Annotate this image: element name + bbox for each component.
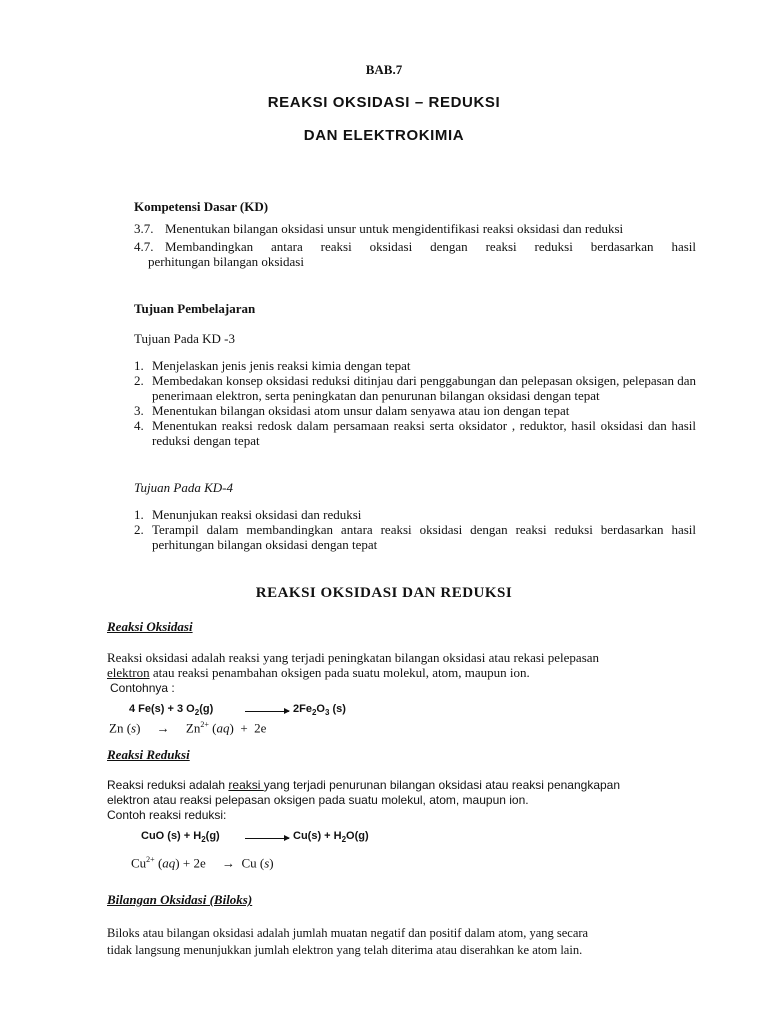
eq-text: O (316, 703, 325, 715)
eq-text: (g) (199, 703, 214, 715)
oksidasi-heading: Reaksi Oksidasi (107, 619, 193, 634)
biloks-paragraph-line2: tidak langsung menunjukkan jumlah elektron yang telah diterima atau diserahkan ke atom lain. (107, 943, 583, 957)
reaction-arrow-icon (245, 711, 289, 712)
kd-item-continuation: perhitungan bilangan oksidasi (148, 254, 304, 269)
eq-state: s (264, 855, 270, 871)
list-item-text: Menentukan bilangan oksidasi atom unsur dalam senyawa atau ion dengan tepat (152, 403, 570, 418)
eq-state: s (131, 720, 137, 736)
reduksi-equation1-products (293, 830, 369, 844)
kd3-objectives-list (134, 358, 696, 448)
kd-item (134, 221, 696, 236)
eq-text: ( (208, 720, 217, 736)
eq-text: ) (269, 855, 274, 871)
chapter-title-line1: REAKSI OKSIDASI – REDUKSI (267, 94, 501, 111)
oksidasi-paragraph-line1: Reaksi oksidasi adalah reaksi yang terjadi peningkatan bilangan oksidasi atau rekasi pelepasan (107, 650, 600, 665)
oksidasi-paragraph-line2 (107, 665, 685, 680)
eq-superscript: 2+ (200, 720, 209, 729)
list-item-number: 2. (134, 522, 144, 537)
oksidasi-example-label: Contohnya : (110, 681, 175, 695)
tujuan-kd3-label: Tujuan Pada KD -3 (134, 331, 235, 346)
reduksi-equation2 (131, 855, 274, 871)
reduksi-paragraph-line1 (107, 778, 685, 793)
list-item (134, 522, 696, 552)
kd-item-number: 3.7. (134, 221, 154, 236)
kd4-objectives-list (134, 507, 696, 552)
biloks-heading: Bilangan Oksidasi (Biloks) (107, 892, 253, 907)
oksidasi-equation2 (109, 720, 266, 736)
eq-subscript: 2 (311, 708, 317, 718)
list-item-number: 1. (134, 358, 144, 373)
eq-text: Cu (131, 855, 147, 871)
eq-subscript: 2 (194, 708, 200, 718)
list-item-number: 3. (134, 403, 144, 418)
list-item (134, 403, 696, 418)
oksidasi-equation1-products (293, 703, 346, 717)
eq-state: aq (162, 855, 176, 871)
text-span: Reaksi reduksi adalah (107, 778, 229, 792)
list-item-number: 1. (134, 507, 144, 522)
eq-text: 4 Fe(s) + 3 O (129, 703, 195, 715)
eq-subscript: 2 (201, 835, 206, 845)
eq-text: O(g) (346, 830, 369, 842)
reduksi-example-label: Contoh reaksi reduksi: (107, 808, 227, 822)
biloks-paragraph-line1: Biloks atau bilangan oksidasi adalah jumlah muatan negatif dan positif dalam atom, yang secara (107, 926, 589, 940)
list-item-number: 4. (134, 418, 144, 433)
reduksi-equation1-reactants (141, 830, 220, 844)
oksidasi-paragraph (107, 650, 685, 680)
kd-item-number: 4.7. (134, 239, 154, 254)
kd-item-text: Menentukan bilangan oksidasi unsur untuk mengidentifikasi reaksi oksidasi dan reduksi (165, 221, 624, 236)
kd-heading: Kompetensi Dasar (KD) (134, 199, 269, 214)
eq-text: ) → Zn (136, 720, 201, 736)
eq-text: ( (154, 855, 163, 871)
oksidasi-paragraph-line2-rest: atau reaksi penambahan oksigen pada suatu molekul, atom, maupun ion. (149, 665, 530, 680)
chapter-title-line2: DAN ELEKTROKIMIA (303, 127, 465, 144)
tujuan-heading: Tujuan Pembelajaran (134, 301, 256, 316)
reaksi-link[interactable]: reaksi (228, 778, 264, 792)
list-item-number: 2. (134, 373, 144, 388)
kd-item-text: Membandingkan antara reaksi oksidasi dengan reaksi reduksi berdasarkan hasil (165, 239, 696, 254)
eq-text: Cu(s) + H (293, 830, 342, 842)
reduksi-paragraph (107, 778, 685, 823)
reaction-arrow-icon (245, 838, 289, 839)
reduksi-heading: Reaksi Reduksi (107, 747, 190, 762)
list-item-text: Terampil dalam membandingkan antara reaksi oksidasi dengan reaksi reduksi berdasarkan hasil perhitungan bilangan oksidasi dengan tepat (152, 522, 696, 552)
list-item (134, 507, 696, 522)
chapter-label: BAB.7 (365, 62, 403, 77)
eq-text: CuO (s) + H (141, 830, 202, 842)
list-item-text: Membedakan konsep oksidasi reduksi ditinjau dari penggabungan dan pelepasan oksigen, pelepasan dan penerimaan elektron, serta peningkatan dan penurunan bilangan oksidasi dengan tepat (152, 373, 696, 403)
eq-text: ) + 2e → Cu ( (175, 855, 265, 871)
list-item-text: Menjelaskan jenis jenis reaksi kimia dengan tepat (152, 358, 411, 373)
list-item (134, 373, 696, 403)
eq-text: Zn ( (109, 720, 132, 736)
text-span: yang terjadi penurunan bilangan oksidasi atau reaksi penangkapan (263, 778, 621, 792)
oksidasi-equation1-reactants (129, 703, 213, 717)
list-item-text: Menunjukan reaksi oksidasi dan reduksi (152, 507, 362, 522)
eq-subscript: 3 (324, 708, 330, 718)
biloks-paragraph (107, 925, 685, 959)
reduksi-paragraph-line2: elektron atau reaksi pelepasan oksigen pada suatu molekul, atom, maupun ion. (107, 793, 529, 807)
eq-text: (g) (205, 830, 220, 842)
eq-state: aq (216, 720, 230, 736)
tujuan-kd4-label: Tujuan Pada KD-4 (134, 480, 233, 495)
section-title: REAKSI OKSIDASI DAN REDUKSI (255, 585, 513, 601)
eq-text: ) + 2e (229, 720, 267, 736)
eq-text: 2Fe (293, 703, 312, 715)
eq-text: (s) (329, 703, 346, 715)
list-item (134, 418, 696, 448)
elektron-link[interactable]: elektron (107, 665, 150, 680)
list-item (134, 358, 696, 373)
kd-item (134, 239, 696, 269)
list-item-text: Menentukan reaksi redosk dalam persamaan reaksi serta oksidator , reduktor, hasil oksidasi dan hasil reduksi dengan tepat (152, 418, 696, 448)
eq-superscript: 2+ (146, 855, 155, 864)
eq-subscript: 2 (341, 835, 347, 845)
